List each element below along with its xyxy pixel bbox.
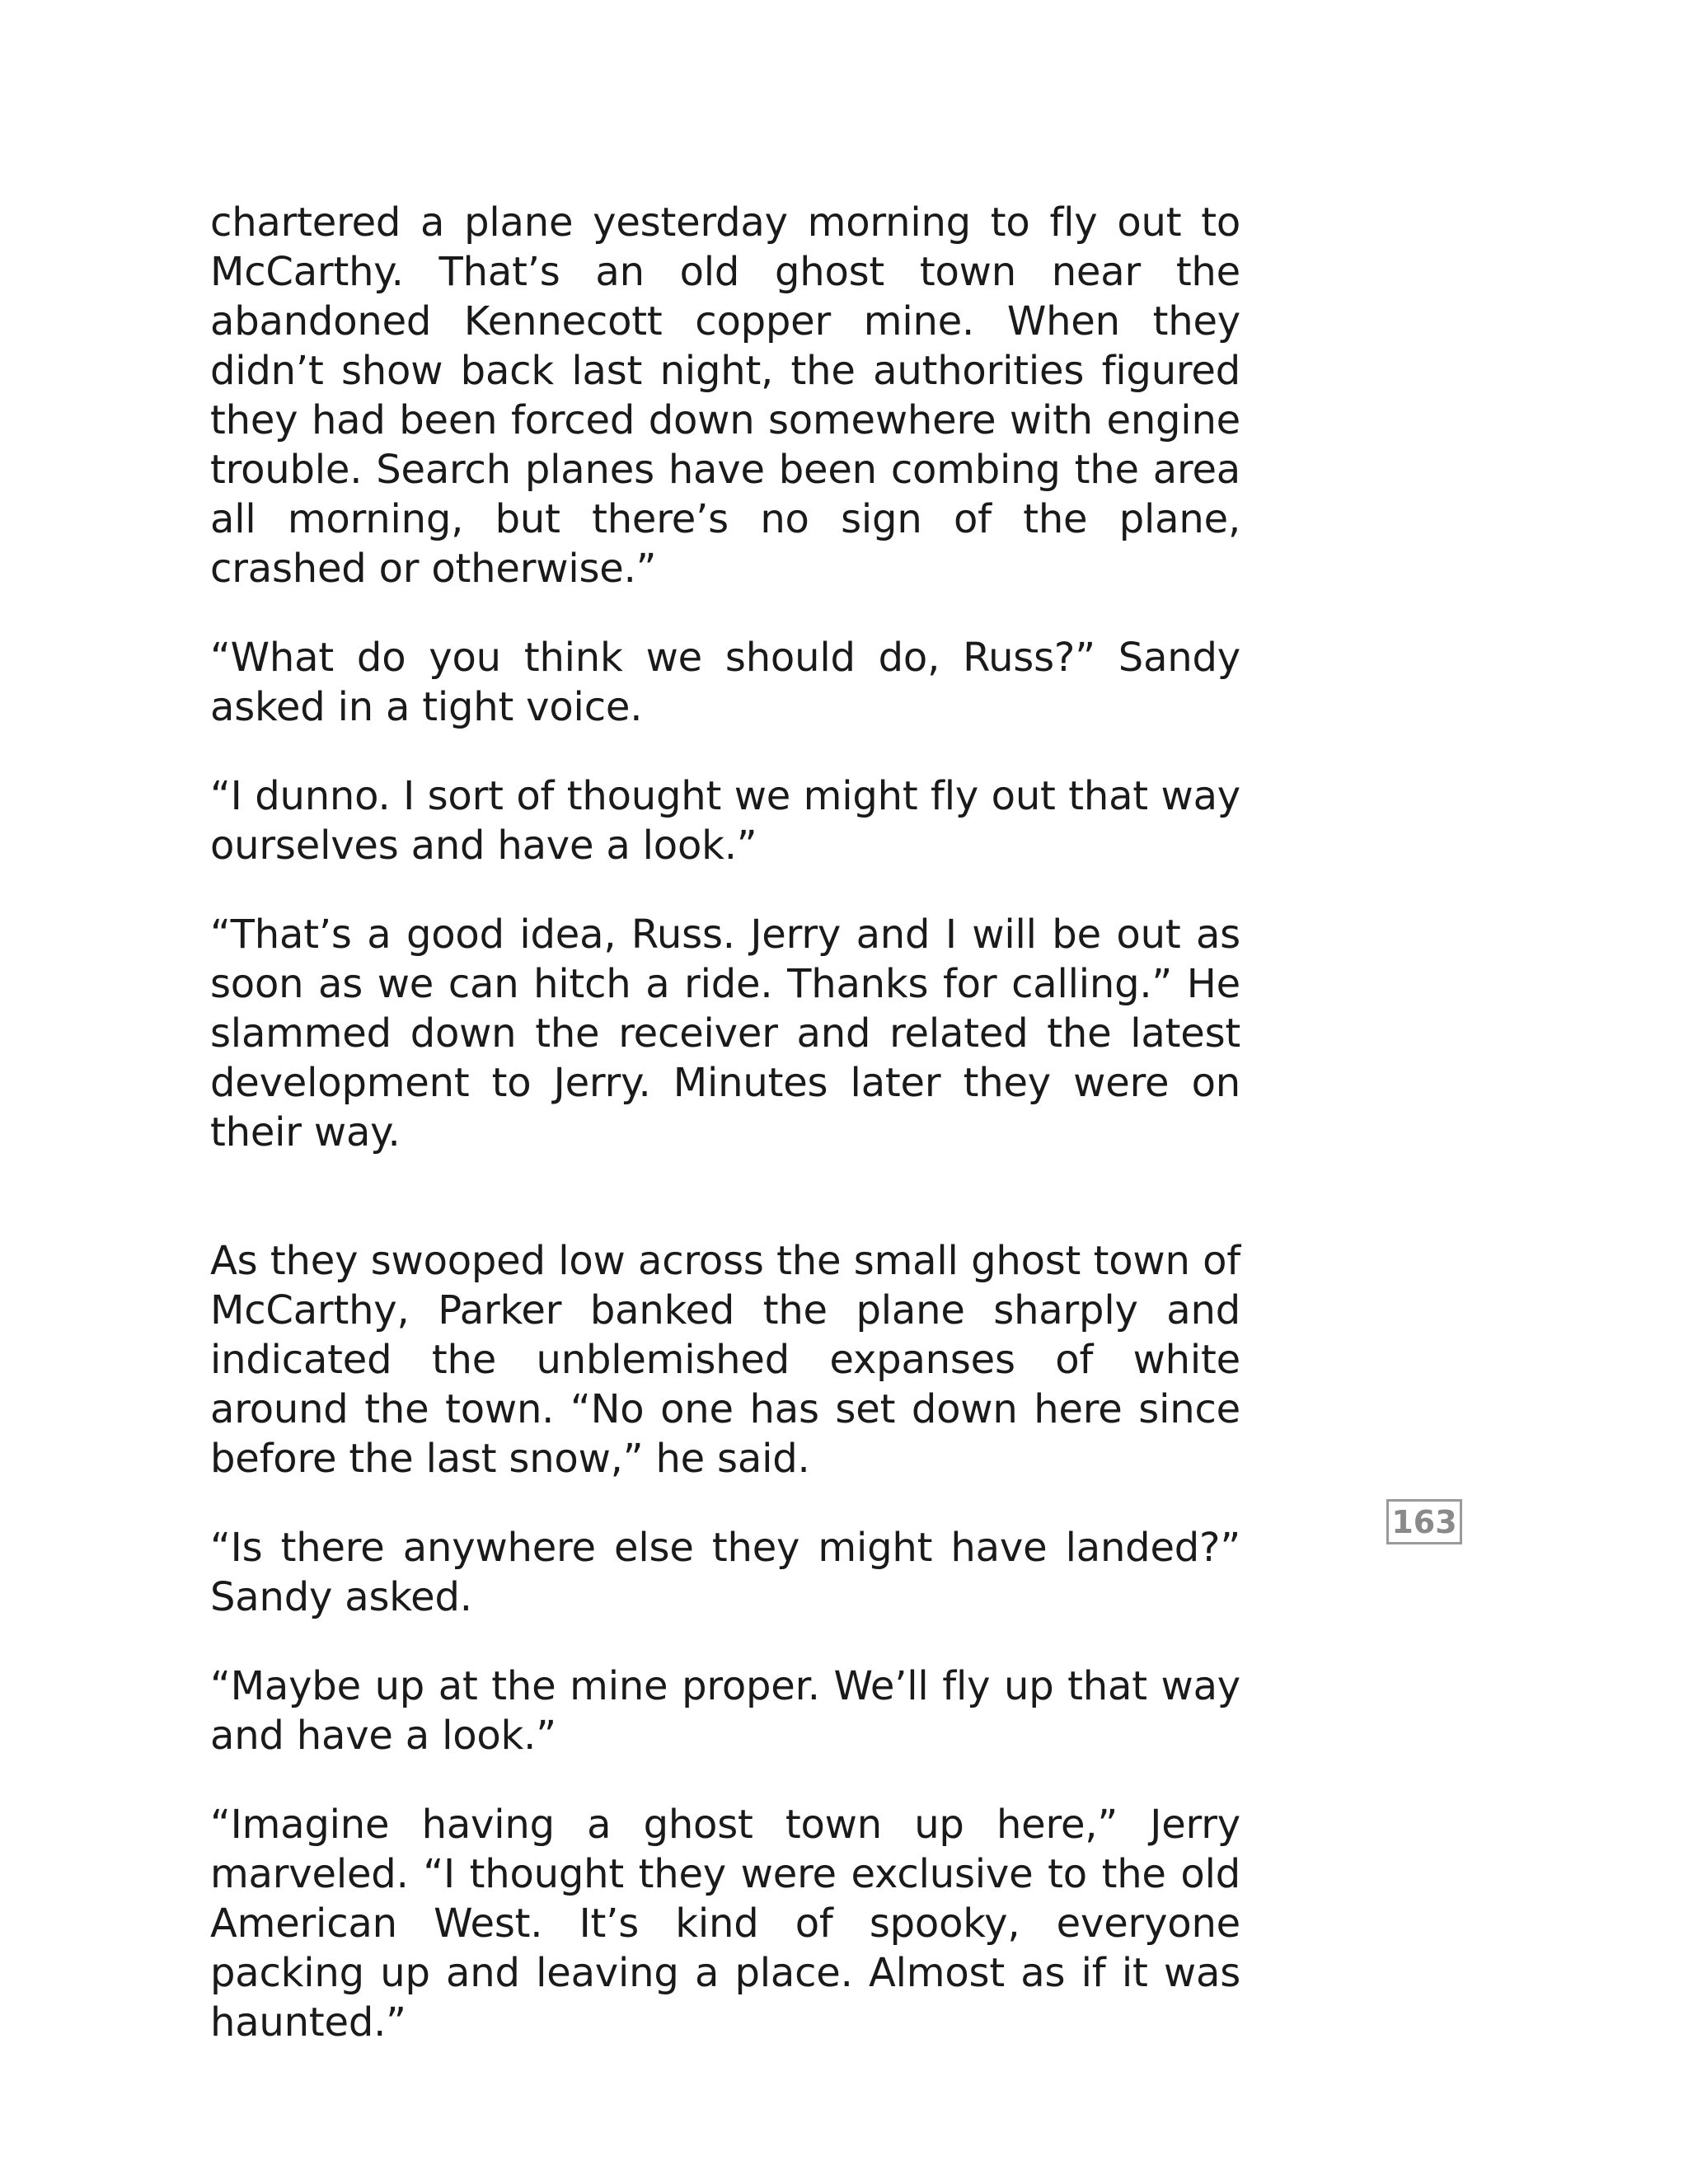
paragraph-3: “I dunno. I sort of thought we might fly out that way ourselves and have a look.” [210,773,1240,869]
paragraph-spacer [210,1483,1240,1523]
paragraph-6: “Is there anywhere else they might have landed?” Sandy asked. [210,1525,1240,1620]
section-break [210,1157,1240,1236]
paragraph-spacer [210,1622,1240,1661]
page-number: 163 [1386,1499,1462,1544]
paragraph-spacer [210,593,1240,633]
paragraph-4: “That’s a good idea, Russ. Jerry and I will be out as soon as we can hitch a ride. Thanks for calling.” He slammed down the receiver and related the latest development to Jerry. Minutes later they were on their way. [210,912,1240,1155]
paragraph-spacer [210,1760,1240,1800]
paragraph-7: “Maybe up at the mine proper. We’ll fly up that way and have a look.” [210,1663,1240,1759]
paragraph-8: “Imagine having a ghost town up here,” Jerry marveled. “I thought they were exclusive to the old American West. It’s kind of spooky, everyone packing up and leaving a place. Almost as if it was haunted.” [210,1802,1240,2046]
paragraph-5: As they swooped low across the small ghost town of McCarthy, Parker banked the plane sharply and indicated the unblemished expanses of white around the town. “No one has set down here since before the last snow,” he said. [210,1238,1240,1482]
paragraph-1: chartered a plane yesterday morning to fly out to McCarthy. That’s an old ghost town near the abandoned Kennecott copper mine. When they didn’t show back last night, the authorities figured they had been forced down somewhere with engine trouble. Search planes have been combing the area all morning, but there’s no sign of the plane, crashed or otherwise.” [210,199,1240,592]
paragraph-spacer [210,870,1240,910]
text-column [210,198,1240,2047]
paragraph-spacer [210,732,1240,771]
paragraph-2: “What do you think we should do, Russ?” Sandy asked in a tight voice. [210,635,1240,730]
